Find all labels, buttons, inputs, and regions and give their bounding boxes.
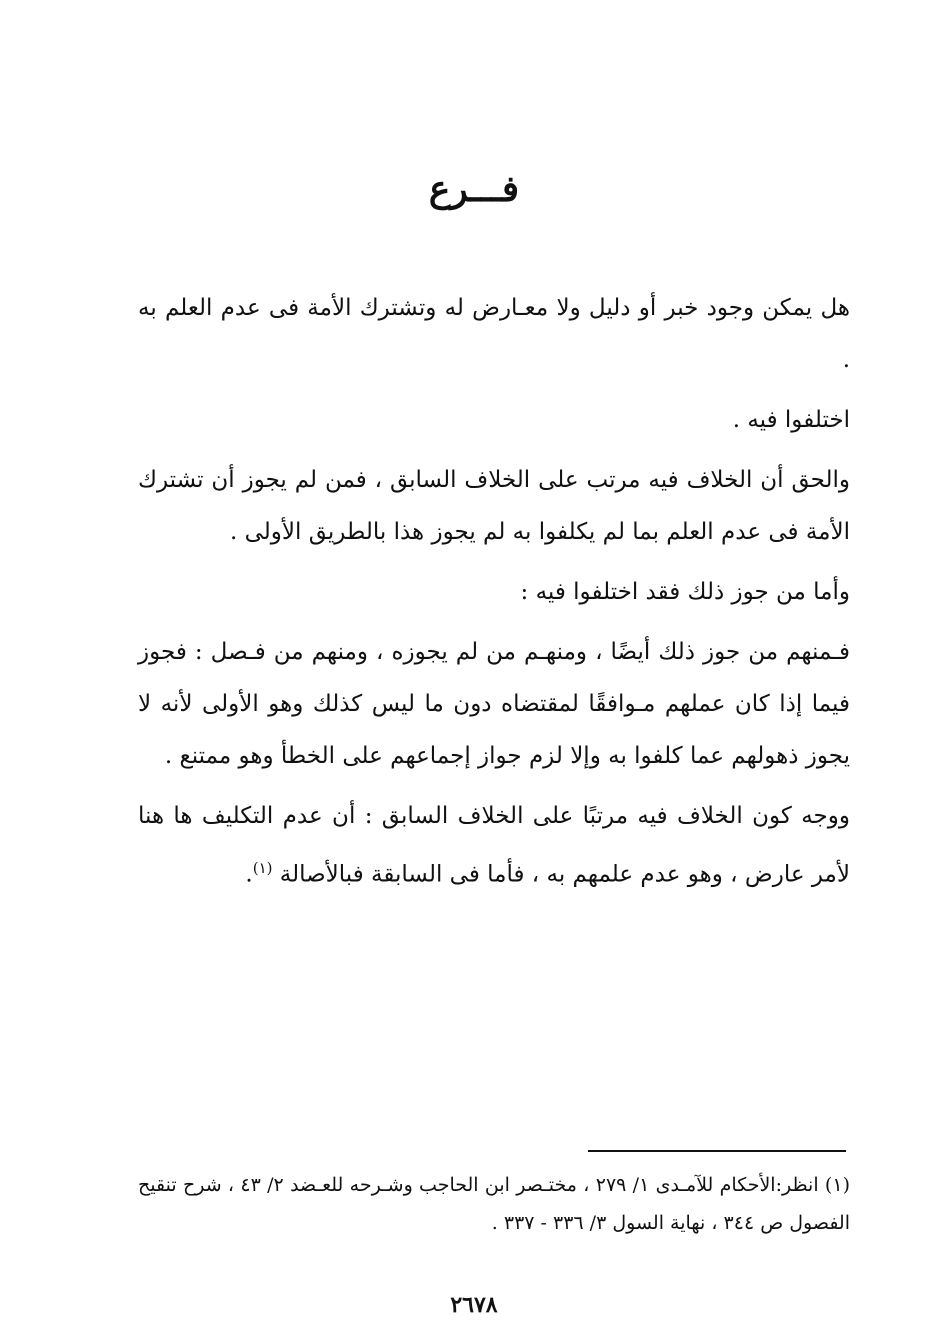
paragraph-reasoning: ووجه كون الخلاف فيه مرتبًا على الخلاف السابق : أن عدم التكليف ها هنا لأمر عارض ، وهو عدم علمهم به ، فأما فى السابقة فبالأصالة $^{(١)}$.	[138, 803, 850, 888]
paragraph-opinions: فـمنهم من جوز ذلك أيضًا ، ومنهـم من لم يجوزه ، ومنهم من فـصل : فجوز فيما إذا كان عملهم مـوافقًا لمقتضاه دون ما ليس كذلك وهو الأولى لأنه لا يجوز ذهولهم عما كلفوا به وإلا لزم جواز إجماعهم على الخطأ وهو ممتنع .	[138, 639, 850, 769]
section-heading: فـــرع	[428, 168, 520, 210]
footnote-marker: (١)	[252, 859, 273, 877]
footnotes	[138, 1166, 850, 1242]
paragraph-question: هل يمكن وجود خبر أو دليل ولا معـارض له وتشترك الأمة فى عدم العلم به .	[138, 295, 850, 373]
body-text	[138, 282, 850, 909]
paragraph-reasoning-text: ووجه كون الخلاف فيه مرتبًا على الخلاف السابق : أن عدم التكليف ها هنا لأمر عارض ، وهو عدم علمهم به ، فأما فى السابقة فبالأصالة	[138, 803, 850, 888]
page-number: ٢٦٧٨	[450, 1292, 498, 1318]
paragraph-truth: والحق أن الخلاف فيه مرتب على الخلاف السابق ، فمن لم يجوز أن تشترك الأمة فى عدم العلم بما لم يكلفوا به لم يجوز هذا بالطريق الأولى .	[138, 467, 850, 545]
footnote-1: (١) انظر:الأحكام للآمـدى ١/ ٢٧٩ ، مختـصر ابن الحاجب وشـرحه للعـضد ٢/ ٤٣ ، شرح تنقيح الفصول ص ٣٤٤ ، نهاية السول ٣/ ٣٣٦ - ٣٣٧ .	[138, 1174, 850, 1234]
paragraph-disagreement: اختلفوا فيه .	[732, 407, 850, 433]
paragraph-those-who-permit: وأما من جوز ذلك فقد اختلفوا فيه :	[520, 579, 850, 605]
footnote-divider	[588, 1150, 846, 1152]
